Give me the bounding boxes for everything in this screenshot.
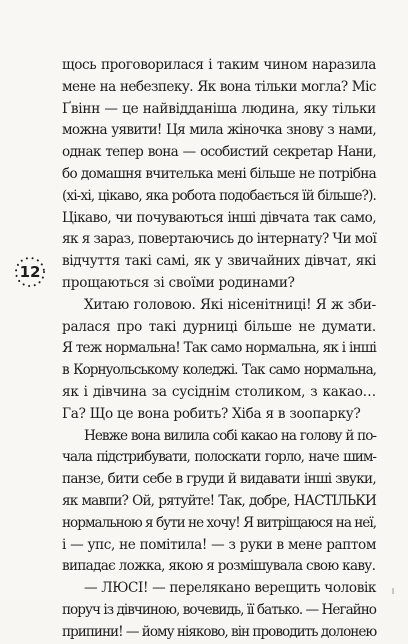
text-line: можна уявити! Ця мила жіночка знову з нами, <box>62 122 376 139</box>
text-line: Я теж нормальна! Так само нормальна, як і інші <box>62 340 376 357</box>
text-line: однак тепер вона — особистий секретар Нани, <box>62 144 376 161</box>
text-line: в Корнуольському коледжі. Так само нормальна, <box>62 362 376 379</box>
text-line: нормальною я бути не хочу! Я витріщаюся на неї, <box>62 514 377 531</box>
text-line: бо домашня вчителька мені більше не потрібна <box>62 165 376 182</box>
text-line: чала підстрибувати, полоскати горло, наче шим- <box>62 449 376 466</box>
text-line: випадає ложка, якою я розмішувала свою каву. <box>62 558 376 575</box>
text-line: Ґвінн — це найвідданіша людина, яку тільки <box>62 100 376 117</box>
text-line: Цікаво, чи почуваються інші дівчата так само, <box>62 209 376 226</box>
text-line: мене на небезпеку. Як вона тільки могла? Міс <box>62 78 376 95</box>
text-line: як і дівчина за сусіднім столиком, з какао… <box>62 383 376 400</box>
text-line: — ЛЮСІ! — перелякано верещить чоловік <box>84 580 376 597</box>
text-line: як я зараз, повертаючись до інтернату? Чи мої <box>62 231 377 248</box>
body-text <box>62 55 376 644</box>
text-line: припини! — йому ніяково, він проводить долонею <box>62 623 377 640</box>
text-line: Невже вона вилила собі какао на голову й по- <box>84 427 376 444</box>
page-number: 12 <box>19 263 41 281</box>
text-line: Га? Що це вона робить? Хіба я в зоопарку? <box>62 405 361 422</box>
text-line: щось проговорилася і таким чином наразила <box>62 57 376 73</box>
page-edge-mark <box>392 588 394 594</box>
text-line: (хі-хі, цікаво, яка робота подобається їй більше?). <box>62 187 376 204</box>
text-line: прощаються зі своїми родинами? <box>62 274 295 291</box>
text-line: ралася про такі дурниці більше не думати. <box>62 318 376 335</box>
text-line: панзе, бити себе в груди й видавати інші звуки, <box>62 471 376 488</box>
text-line: і — упс, не помітила! — з руки в мене раптом <box>62 536 376 553</box>
text-line: відчуття такі самі, як у звичайних дівчат, які <box>62 253 376 270</box>
text-line: поруч із дівчиною, вочевидь, її батько. — Негайно <box>62 601 376 618</box>
text-line: Хитаю головою. Які нісенітниці! Я ж зби- <box>84 296 376 313</box>
page-number-badge <box>12 254 48 290</box>
text-line: як мавпи? Ой, рятуйте! Так, добре, НАСТІЛЬКИ <box>62 492 376 509</box>
